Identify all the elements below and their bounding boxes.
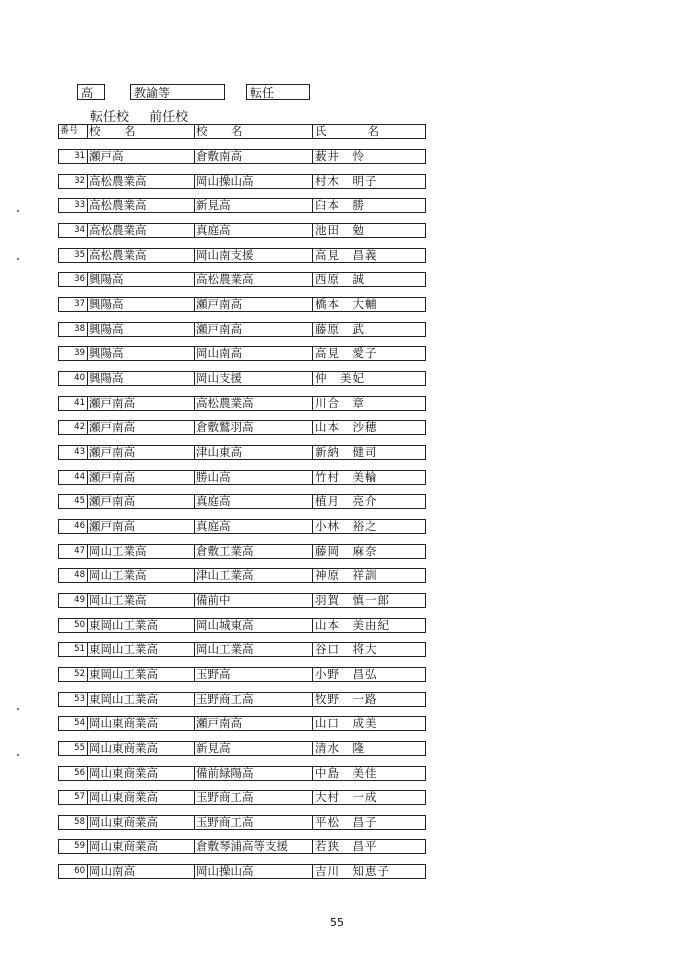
row-new-school: 瀬戸南高: [87, 397, 196, 410]
row-name: 竹村 美輪: [312, 471, 429, 484]
table-row: [58, 198, 426, 213]
row-number: 54: [74, 718, 85, 728]
row-number: 42: [74, 422, 85, 432]
row-name: 植月 亮介: [312, 495, 429, 508]
row-number: 50: [74, 620, 85, 630]
row-previous-school: 倉敷琴浦高等支援: [194, 840, 313, 853]
row-new-school: 東岡山工業高: [87, 619, 196, 632]
row-new-school: 東岡山工業高: [87, 693, 196, 706]
row-name: 藤岡 麻奈: [312, 545, 429, 558]
table-row: [58, 839, 426, 854]
row-number: 40: [74, 373, 85, 383]
row-number: 55: [74, 743, 85, 753]
row-previous-school: 倉敷鷲羽高: [194, 421, 313, 434]
table-row: [58, 618, 426, 633]
row-number: 53: [74, 694, 85, 704]
row-new-school: 高松農業高: [87, 199, 196, 212]
row-name: 小野 昌弘: [312, 668, 429, 681]
row-name: 山口 成美: [312, 717, 429, 730]
row-name: 若狭 昌平: [312, 840, 429, 853]
row-number: 46: [74, 521, 85, 531]
row-name: 高見 愛子: [312, 347, 429, 360]
row-number: 33: [74, 200, 85, 210]
table-row: [58, 445, 426, 460]
row-number: 48: [74, 570, 85, 580]
row-previous-school: 倉敷南高: [194, 150, 313, 163]
table-row: [58, 297, 426, 312]
row-previous-school: 高松農業高: [194, 273, 313, 286]
table-row: [58, 420, 426, 435]
row-previous-school: 岡山工業高: [194, 643, 313, 656]
table-row: [58, 790, 426, 805]
row-previous-school: 高松農業高: [194, 397, 313, 410]
row-new-school: 岡山東商業高: [87, 742, 196, 755]
row-previous-school: 岡山操山高: [194, 175, 313, 188]
row-new-school: 岡山東商業高: [87, 816, 196, 829]
table-row: [58, 544, 426, 559]
table-row: [58, 741, 426, 756]
table-row: [58, 593, 426, 608]
school-type-box: 高: [77, 84, 105, 100]
row-new-school: 瀬戸高: [87, 150, 196, 163]
row-new-school: 興陽高: [87, 347, 196, 360]
row-name: 山本 美由紀: [312, 619, 429, 632]
row-new-school: 岡山東商業高: [87, 767, 196, 780]
row-new-school: 興陽高: [87, 273, 196, 286]
row-name: 橋本 大輔: [312, 298, 429, 311]
scan-mark: [17, 754, 19, 756]
row-number: 57: [74, 792, 85, 802]
position-box: 教諭等: [130, 84, 225, 100]
new-school-label: 転任校: [90, 110, 130, 125]
scan-mark: [17, 708, 19, 710]
row-number: 31: [74, 151, 85, 161]
col-name: 氏 名: [312, 125, 429, 138]
row-name: 藤原 武: [312, 323, 429, 336]
table-row: [58, 692, 426, 707]
row-name: 大村 一成: [312, 791, 429, 804]
table-row: [58, 864, 426, 879]
row-number: 44: [74, 472, 85, 482]
row-previous-school: 真庭高: [194, 520, 313, 533]
row-previous-school: 津山東高: [194, 446, 313, 459]
col-number: 番号: [60, 126, 79, 136]
row-previous-school: 玉野商工高: [194, 816, 313, 829]
row-number: 49: [74, 595, 85, 605]
row-number: 38: [74, 324, 85, 334]
row-name: 新納 健司: [312, 446, 429, 459]
row-previous-school: 倉敷工業高: [194, 545, 313, 558]
row-new-school: 高松農業高: [87, 249, 196, 262]
scan-mark: [17, 210, 19, 212]
row-name: 仲 美妃: [312, 372, 429, 385]
row-name: 川合 章: [312, 397, 429, 410]
row-previous-school: 瀬戸南高: [194, 323, 313, 336]
row-new-school: 瀬戸南高: [87, 446, 196, 459]
row-number: 52: [74, 669, 85, 679]
row-name: 村木 明子: [312, 175, 429, 188]
row-previous-school: 岡山城東高: [194, 619, 313, 632]
row-new-school: 興陽高: [87, 372, 196, 385]
row-new-school: 興陽高: [87, 323, 196, 336]
row-name: 山本 沙穂: [312, 421, 429, 434]
row-number: 35: [74, 250, 85, 260]
subtitle: [90, 106, 204, 125]
row-previous-school: 玉野商工高: [194, 791, 313, 804]
row-name: 西原 誠: [312, 273, 429, 286]
row-new-school: 瀬戸南高: [87, 495, 196, 508]
row-new-school: 瀬戸南高: [87, 520, 196, 533]
table-row: [58, 470, 426, 485]
row-new-school: 岡山南高: [87, 865, 196, 878]
row-new-school: 東岡山工業高: [87, 668, 196, 681]
row-name: 平松 昌子: [312, 816, 429, 829]
table-header: [58, 124, 426, 139]
table-row: [58, 272, 426, 287]
table-row: [58, 322, 426, 337]
table-row: [58, 174, 426, 189]
row-name: 谷口 将大: [312, 643, 429, 656]
table-row: [58, 248, 426, 263]
row-new-school: 岡山工業高: [87, 569, 196, 582]
row-new-school: 興陽高: [87, 298, 196, 311]
row-new-school: 瀬戸南高: [87, 471, 196, 484]
col-new-school: 校 名: [87, 125, 196, 138]
row-number: 36: [74, 274, 85, 284]
table-row: [58, 223, 426, 238]
row-name: 臼本 勝: [312, 199, 429, 212]
row-new-school: 東岡山工業高: [87, 643, 196, 656]
scan-mark: [17, 258, 19, 260]
table-row: [58, 346, 426, 361]
row-name: 清水 隆: [312, 742, 429, 755]
row-previous-school: 玉野商工高: [194, 693, 313, 706]
row-name: 羽賀 慎一郎: [312, 594, 429, 607]
table-row: [58, 396, 426, 411]
row-previous-school: 新見高: [194, 742, 313, 755]
row-new-school: 岡山東商業高: [87, 717, 196, 730]
row-previous-school: 備前中: [194, 594, 313, 607]
row-number: 32: [74, 176, 85, 186]
row-number: 37: [74, 299, 85, 309]
table-row: [58, 716, 426, 731]
table-row: [58, 494, 426, 509]
table-row: [58, 371, 426, 386]
row-name: 高見 昌義: [312, 249, 429, 262]
row-previous-school: 玉野高: [194, 668, 313, 681]
row-new-school: 岡山工業高: [87, 545, 196, 558]
row-name: 吉川 知恵子: [312, 865, 429, 878]
previous-school-label: 前任校: [149, 110, 189, 125]
row-previous-school: 真庭高: [194, 495, 313, 508]
row-new-school: 高松農業高: [87, 175, 196, 188]
row-name: 池田 勉: [312, 224, 429, 237]
row-number: 58: [74, 817, 85, 827]
row-name: 神原 祥訓: [312, 569, 429, 582]
row-previous-school: 岡山操山高: [194, 865, 313, 878]
row-new-school: 岡山東商業高: [87, 840, 196, 853]
row-previous-school: 岡山支援: [194, 372, 313, 385]
table-row: [58, 519, 426, 534]
table-row: [58, 642, 426, 657]
row-number: 45: [74, 496, 85, 506]
row-previous-school: 新見高: [194, 199, 313, 212]
row-previous-school: 津山工業高: [194, 569, 313, 582]
table-row: [58, 815, 426, 830]
row-number: 34: [74, 225, 85, 235]
row-previous-school: 岡山南高: [194, 347, 313, 360]
page-number: 55: [330, 916, 344, 929]
row-new-school: 高松農業高: [87, 224, 196, 237]
table-row: [58, 568, 426, 583]
row-name: 小林 裕之: [312, 520, 429, 533]
row-previous-school: 瀬戸南高: [194, 298, 313, 311]
row-number: 41: [74, 398, 85, 408]
row-new-school: 瀬戸南高: [87, 421, 196, 434]
row-new-school: 岡山東商業高: [87, 791, 196, 804]
row-previous-school: 備前緑陽高: [194, 767, 313, 780]
row-number: 47: [74, 546, 85, 556]
row-number: 59: [74, 841, 85, 851]
row-number: 56: [74, 768, 85, 778]
row-name: 牧野 一路: [312, 693, 429, 706]
table-row: [58, 667, 426, 682]
row-number: 51: [74, 644, 85, 654]
row-number: 60: [74, 866, 85, 876]
row-number: 39: [74, 348, 85, 358]
row-previous-school: 真庭高: [194, 224, 313, 237]
row-name: 中島 美佳: [312, 767, 429, 780]
category-box: 転任: [246, 84, 310, 100]
table-row: [58, 149, 426, 164]
col-previous-school: 校 名: [194, 125, 313, 138]
row-number: 43: [74, 447, 85, 457]
row-previous-school: 瀬戸南高: [194, 717, 313, 730]
row-previous-school: 勝山高: [194, 471, 313, 484]
table-row: [58, 766, 426, 781]
row-name: 薮井 怜: [312, 150, 429, 163]
row-new-school: 岡山工業高: [87, 594, 196, 607]
row-previous-school: 岡山南支援: [194, 249, 313, 262]
